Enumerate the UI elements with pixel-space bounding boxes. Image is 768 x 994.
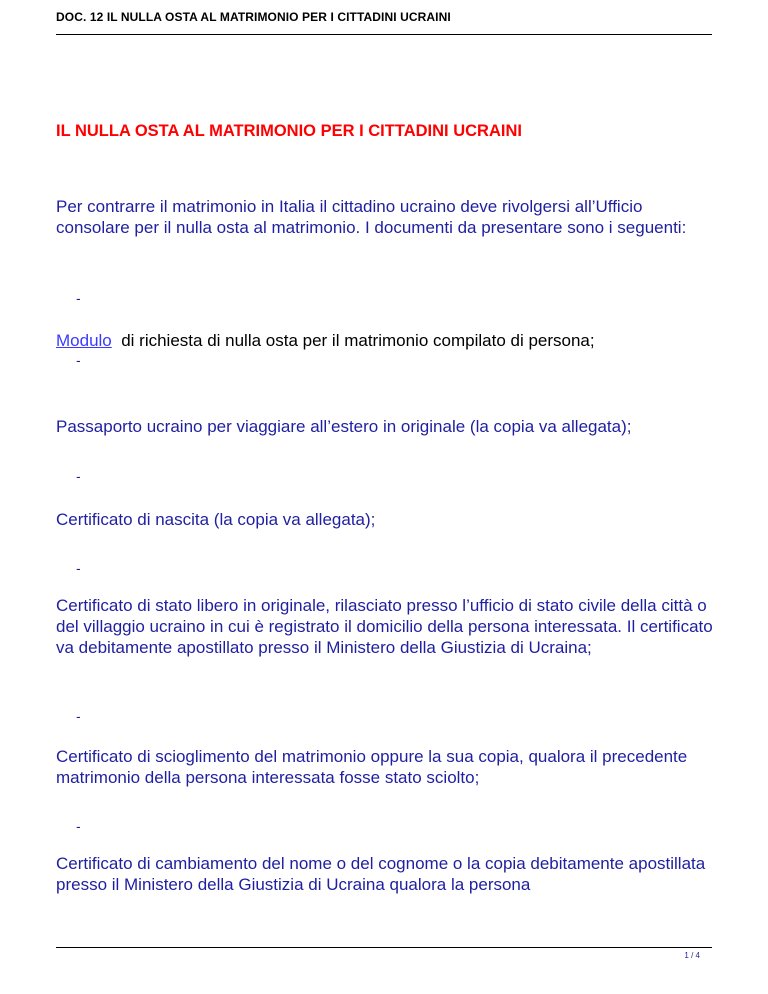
list-item-text: di richiesta di nulla osta per il matrimonio compilato di persona; <box>111 331 595 350</box>
list-item-dash: - <box>76 468 81 484</box>
list-item-dash: - <box>76 708 81 724</box>
list-item-dash: - <box>76 818 81 834</box>
list-item-dash: - <box>76 560 81 576</box>
footer-divider <box>56 947 712 948</box>
list-item <box>56 330 716 351</box>
page-number: 1 / 4 <box>684 951 700 960</box>
list-item-dash: - <box>76 352 81 368</box>
list-item: Passaporto ucraino per viaggiare all’estero in originale (la copia va allegata); <box>56 417 632 436</box>
document-title: IL NULLA OSTA AL MATRIMONIO PER I CITTADINI UCRAINI <box>56 122 522 140</box>
intro-paragraph: Per contrarre il matrimonio in Italia il cittadino ucraino deve rivolgersi all’Ufficio consolare per il nulla osta al matrimonio. I documenti da presentare sono i seguenti: <box>56 197 687 237</box>
list-item: Certificato di nascita (la copia va allegata); <box>56 510 376 529</box>
list-item: Certificato di cambiamento del nome o del cognome o la copia debitamente apostillata presso il Ministero della Giustizia di Ucraina qualora la persona <box>56 854 706 894</box>
list-item: Certificato di scioglimento del matrimonio oppure la sua copia, qualora il precedente matrimonio della persona interessata fosse stato sciolto; <box>56 747 688 787</box>
header-divider <box>56 34 712 35</box>
list-item-dash: - <box>76 290 81 306</box>
list-item: Certificato di stato libero in originale, rilasciato presso l’ufficio di stato civile della città o del villaggio ucraino in cui è registrato il domicilio della persona interessata. Il certificato va debitamente apostillato presso il Ministero della Giustizia di Ucraina; <box>56 596 713 657</box>
page-header: DOC. 12 IL NULLA OSTA AL MATRIMONIO PER I CITTADINI UCRAINI <box>56 10 451 24</box>
modulo-link[interactable]: Modulo <box>56 331 112 350</box>
